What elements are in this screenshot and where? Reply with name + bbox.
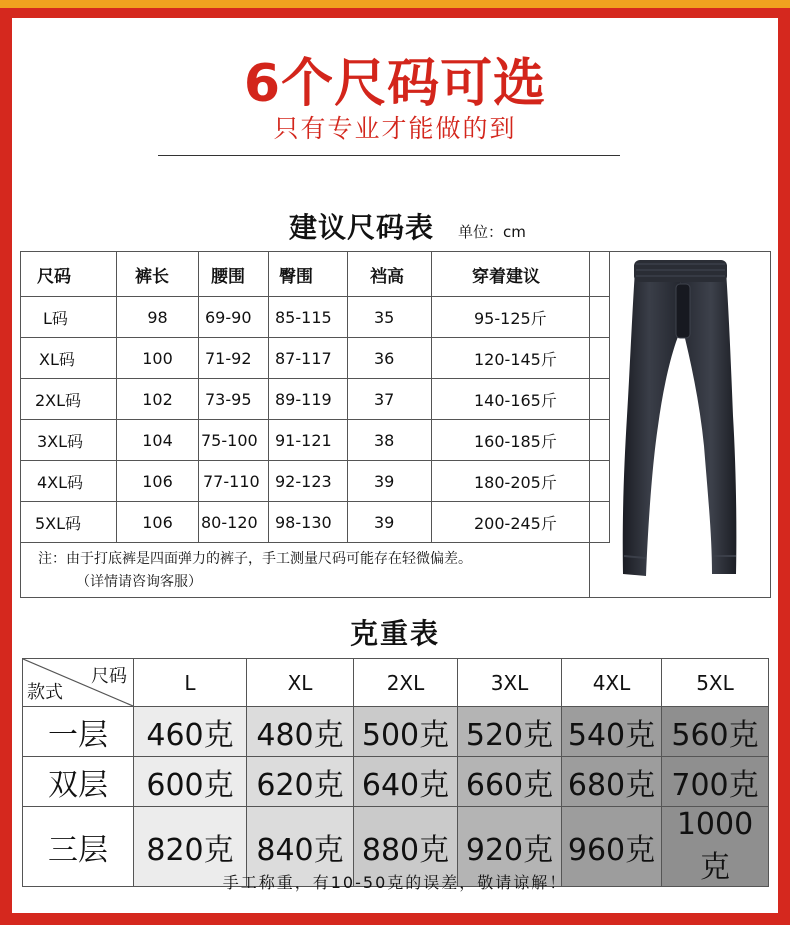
weight-chart-title: 克重表 — [349, 617, 440, 650]
top-accent-strip — [0, 0, 790, 8]
size-chart-note: 注：由于打底裤是四面弹力的裤子，手工测量尺码可能存在轻微偏差。 — [38, 551, 472, 567]
cell-size: 5XL码 — [21, 502, 117, 543]
weight-cell: 460克 — [134, 707, 247, 757]
size-chart-unit: 单位：cm — [458, 223, 526, 241]
weight-cell: 520克 — [458, 707, 562, 757]
weight-size-header: 5XL — [662, 659, 769, 707]
header-hip: 臀围 — [269, 252, 348, 297]
cell-waist: 77-110 — [199, 461, 269, 502]
weight-cell: 560克 — [662, 707, 769, 757]
cell-hip: 89-119 — [269, 379, 348, 420]
cell-hip: 98-130 — [269, 502, 348, 543]
size-chart-note-contact: （详情请咨询客服） — [76, 574, 202, 590]
size-chart-table — [20, 251, 610, 543]
corner-style-label: 款式 — [27, 682, 63, 703]
layer-label: 一层 — [23, 707, 134, 757]
weight-cell: 680克 — [562, 757, 662, 807]
header-recommend: 穿着建议 — [432, 252, 610, 297]
header-waist: 腰围 — [199, 252, 269, 297]
cell-recommend: 140-165斤 — [432, 379, 610, 420]
cell-recommend: 95-125斤 — [432, 297, 610, 338]
cell-size: 4XL码 — [21, 461, 117, 502]
layer-label: 三层 — [23, 807, 134, 887]
cell-crotch: 35 — [348, 297, 432, 338]
cell-size: 2XL码 — [21, 379, 117, 420]
table-row — [23, 757, 769, 807]
weight-cell: 600克 — [134, 757, 247, 807]
size-table-header — [21, 252, 610, 297]
cell-waist: 73-95 — [199, 379, 269, 420]
weight-cell: 840克 — [247, 807, 354, 887]
cell-crotch: 38 — [348, 420, 432, 461]
table-row — [21, 297, 610, 338]
cell-recommend: 160-185斤 — [432, 420, 610, 461]
weight-cell: 700克 — [662, 757, 769, 807]
leggings-product-image — [600, 256, 760, 592]
weight-corner-cell — [23, 659, 134, 707]
weight-size-header: 2XL — [354, 659, 458, 707]
cell-crotch: 37 — [348, 379, 432, 420]
weight-cell: 500克 — [354, 707, 458, 757]
cell-recommend: 200-245斤 — [432, 502, 610, 543]
table-row — [21, 420, 610, 461]
size-chart-title: 建议尺码表 — [289, 211, 435, 244]
cell-length: 104 — [117, 420, 199, 461]
cell-length: 102 — [117, 379, 199, 420]
weight-cell: 640克 — [354, 757, 458, 807]
footer-note: 手工称重，有10-50克的误差，敬请谅解！ — [222, 873, 568, 892]
weight-chart-table — [22, 658, 769, 887]
weight-size-header: 4XL — [562, 659, 662, 707]
cell-waist: 71-92 — [199, 338, 269, 379]
table-row — [23, 707, 769, 757]
cell-waist: 69-90 — [199, 297, 269, 338]
weight-size-header: L — [134, 659, 247, 707]
weight-size-header: 3XL — [458, 659, 562, 707]
header-crotch: 裆高 — [348, 252, 432, 297]
photo-divider — [589, 251, 590, 598]
weight-cell: 880克 — [354, 807, 458, 887]
weight-cell: 920克 — [458, 807, 562, 887]
cell-hip: 87-117 — [269, 338, 348, 379]
cell-waist: 75-100 — [199, 420, 269, 461]
table-row — [21, 338, 610, 379]
weight-cell: 1000克 — [662, 807, 769, 887]
cell-waist: 80-120 — [199, 502, 269, 543]
cell-hip: 91-121 — [269, 420, 348, 461]
cell-crotch: 36 — [348, 338, 432, 379]
cell-crotch: 39 — [348, 461, 432, 502]
cell-recommend: 120-145斤 — [432, 338, 610, 379]
cell-size: L码 — [21, 297, 117, 338]
weight-cell: 960克 — [562, 807, 662, 887]
table-row — [21, 502, 610, 543]
weight-size-header: XL — [247, 659, 354, 707]
cell-hip: 92-123 — [269, 461, 348, 502]
cell-hip: 85-115 — [269, 297, 348, 338]
weight-cell: 480克 — [247, 707, 354, 757]
table-row — [21, 461, 610, 502]
header-length: 裤长 — [117, 252, 199, 297]
layer-label: 双层 — [23, 757, 134, 807]
cell-size: XL码 — [21, 338, 117, 379]
cell-length: 106 — [117, 502, 199, 543]
hero-divider — [158, 155, 620, 156]
table-row — [21, 379, 610, 420]
hero-subtitle: 只有专业才能做的到 — [273, 114, 517, 143]
weight-cell: 660克 — [458, 757, 562, 807]
hero-title: 6个尺码可选 — [243, 54, 547, 114]
header-size: 尺码 — [21, 252, 117, 297]
weight-table-header — [23, 659, 769, 707]
cell-size: 3XL码 — [21, 420, 117, 461]
weight-cell: 820克 — [134, 807, 247, 887]
cell-recommend: 180-205斤 — [432, 461, 610, 502]
corner-size-label: 尺码 — [91, 666, 127, 687]
weight-cell: 540克 — [562, 707, 662, 757]
cell-length: 100 — [117, 338, 199, 379]
cell-length: 98 — [117, 297, 199, 338]
cell-length: 106 — [117, 461, 199, 502]
cell-crotch: 39 — [348, 502, 432, 543]
weight-cell: 620克 — [247, 757, 354, 807]
